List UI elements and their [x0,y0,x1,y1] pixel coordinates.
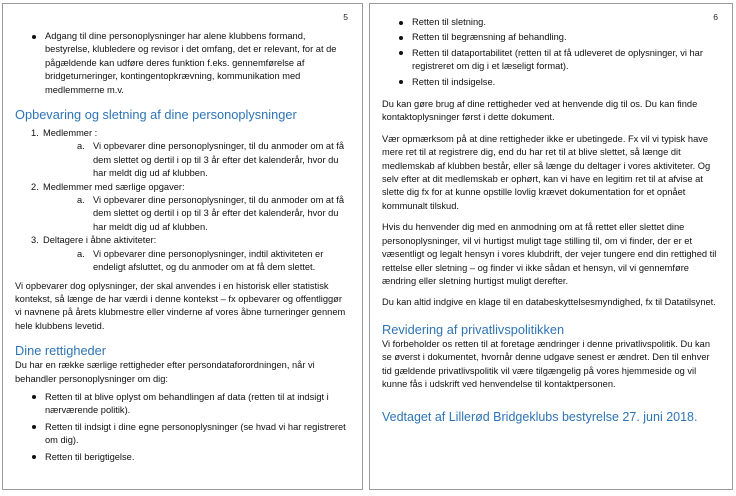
sub-list-item [43,248,350,275]
page-number: 5 [343,12,348,22]
list-item [15,181,350,235]
list-label: Medlemmer med særlige opgaver: [43,181,185,192]
list-item [15,234,350,274]
historic-paragraph: Vi opbevarer dog oplysninger, der skal anvendes i en historisk eller statistisk kontekst, så længe de har værdi i denne kontekst – fx opbevarer og offentliggør vi navnene på årets klubmestre eller vinderne af vores åbne turneringer gennem hele klubbens levetid. [15,280,346,331]
list-item [15,127,350,181]
retention-list [15,127,350,274]
sub-list-item [43,194,350,234]
sub-list-marker: a. [77,248,85,259]
page-content [15,30,350,464]
sub-list-marker: a. [77,195,85,206]
access-bullet-list [15,30,350,97]
list-label: Medlemmer : [43,128,98,139]
adoption-signature: Vedtaget af Lillerød Bridgeklubs bestyrelse 27. juni 2018. [382,410,698,425]
list-item: Retten til at blive oplyst om behandlingen af data (retten til at indsigt i nærværende politik). [15,391,350,418]
list-item: Retten til sletning. [382,16,720,29]
rights-bullet-list [382,16,720,89]
list-label: Deltagere i åbne aktiviteter: [43,235,157,246]
page-6 [369,3,733,490]
sub-list-marker: a. [77,141,85,152]
paragraph: Vær opmærksom på at dine rettigheder ikke er ubetingede. Fx vil vi typisk have mere ret til at registrere dig, end du har ret til at blive slettet, så længe dit medlemskab af klubben består, eller så længe du deltager i vores aktiviteter. Og selv efter at dit medlemskab er ophørt, kan vi have en legitim ret til at afvise at slette dig fx for at kunne opstille lovlig krævet dokumentation for et opnået kommunalt tilskud. [382,133,711,211]
sub-list-item [43,140,350,180]
list-item: Adgang til dine personoplysninger har alene klubbens formand, bestyrelse, klubledere og revisor i det omfang, det er relevant, for at de pågældende kan udføre deres funktion f.eks. gennemførelse af bridgeturneringer, kontingentopkrævning, kommunikation med medlemmerne m.v. [15,30,350,97]
section-heading: Revidering af privatlivspolitikken [382,321,565,337]
revision-paragraph: Vi forbeholder os retten til at foretage ændringer i denne privatlivspolitik. Du kan se øverst i dokumentet, hvornår denne udgave senest er ændret. Den til enhver tid gældende privatlivspolitik vil være tilgængelig på vores hjemmeside og vil kunne fås i udskrift ved henvendelse til kontaktpersonen. [382,338,710,389]
list-number: 2. [31,181,39,192]
list-number: 3. [31,235,39,246]
paragraph: Hvis du henvender dig med en anmodning om at få rettet eller slettet dine personoplysninger, vil vi hurtigst muligt tage stilling til, om vi finder, der er et væsentligt og legalt hensyn i vores klubdrift, der vejer tungere end din rettighed til rettelse eller sletning – og finder vi ikke sådan et hensyn, vil vi gennemføre ændring eller sletning hurtigst muligt derefter. [382,222,717,286]
rights-bullet-list [15,391,350,464]
list-item: Retten til berigtigelse. [15,451,350,464]
list-item: Retten til indsigt i dine egne personoplysninger (se hvad vi har registreret om dig). [15,421,350,448]
rights-intro: Du har en række særlige rettigheder efter persondataforordningen, når vi behandler personoplysninger om dig: [15,360,315,384]
page-content [382,16,720,425]
list-number: 1. [31,128,39,139]
list-item: Retten til dataportabilitet (retten til at få udleveret de oplysninger, vi har registreret om dig i et læseligt format). [382,47,720,74]
section-heading: Dine rettigheder [15,343,107,359]
sub-list-text: Vi opbevarer dine personoplysninger, til du anmoder om at få dem slettet og dertil i op til 3 år efter det kalenderår, hvor du har meldt dig ud af klubben. [93,141,344,179]
section-heading: Opbevaring og sletning af dine personoplysninger [15,107,297,123]
list-item: Retten til indsigelse. [382,76,720,89]
page-5 [2,3,363,490]
paragraph: Du kan gøre brug af dine rettigheder ved at henvende dig til os. Du kan finde kontaktoplysninger først i dette dokument. [382,99,698,123]
paragraph: Du kan altid indgive en klage til en databeskyttelsesmyndighed, fx til Datatilsynet. [382,297,716,308]
list-item: Retten til begrænsning af behandling. [382,31,720,44]
sub-list-text: Vi opbevarer dine personoplysninger, til du anmoder om at få dem slettet og dertil i op til 3 år efter det kalenderår, hvor du har meldt dig ud af klubben. [93,195,344,232]
sub-list-text: Vi opbevarer dine personoplysninger, indtil aktiviteten er endeligt afsluttet, og du anmoder om at få dem slettet. [93,248,324,273]
page-number: 6 [713,12,718,22]
